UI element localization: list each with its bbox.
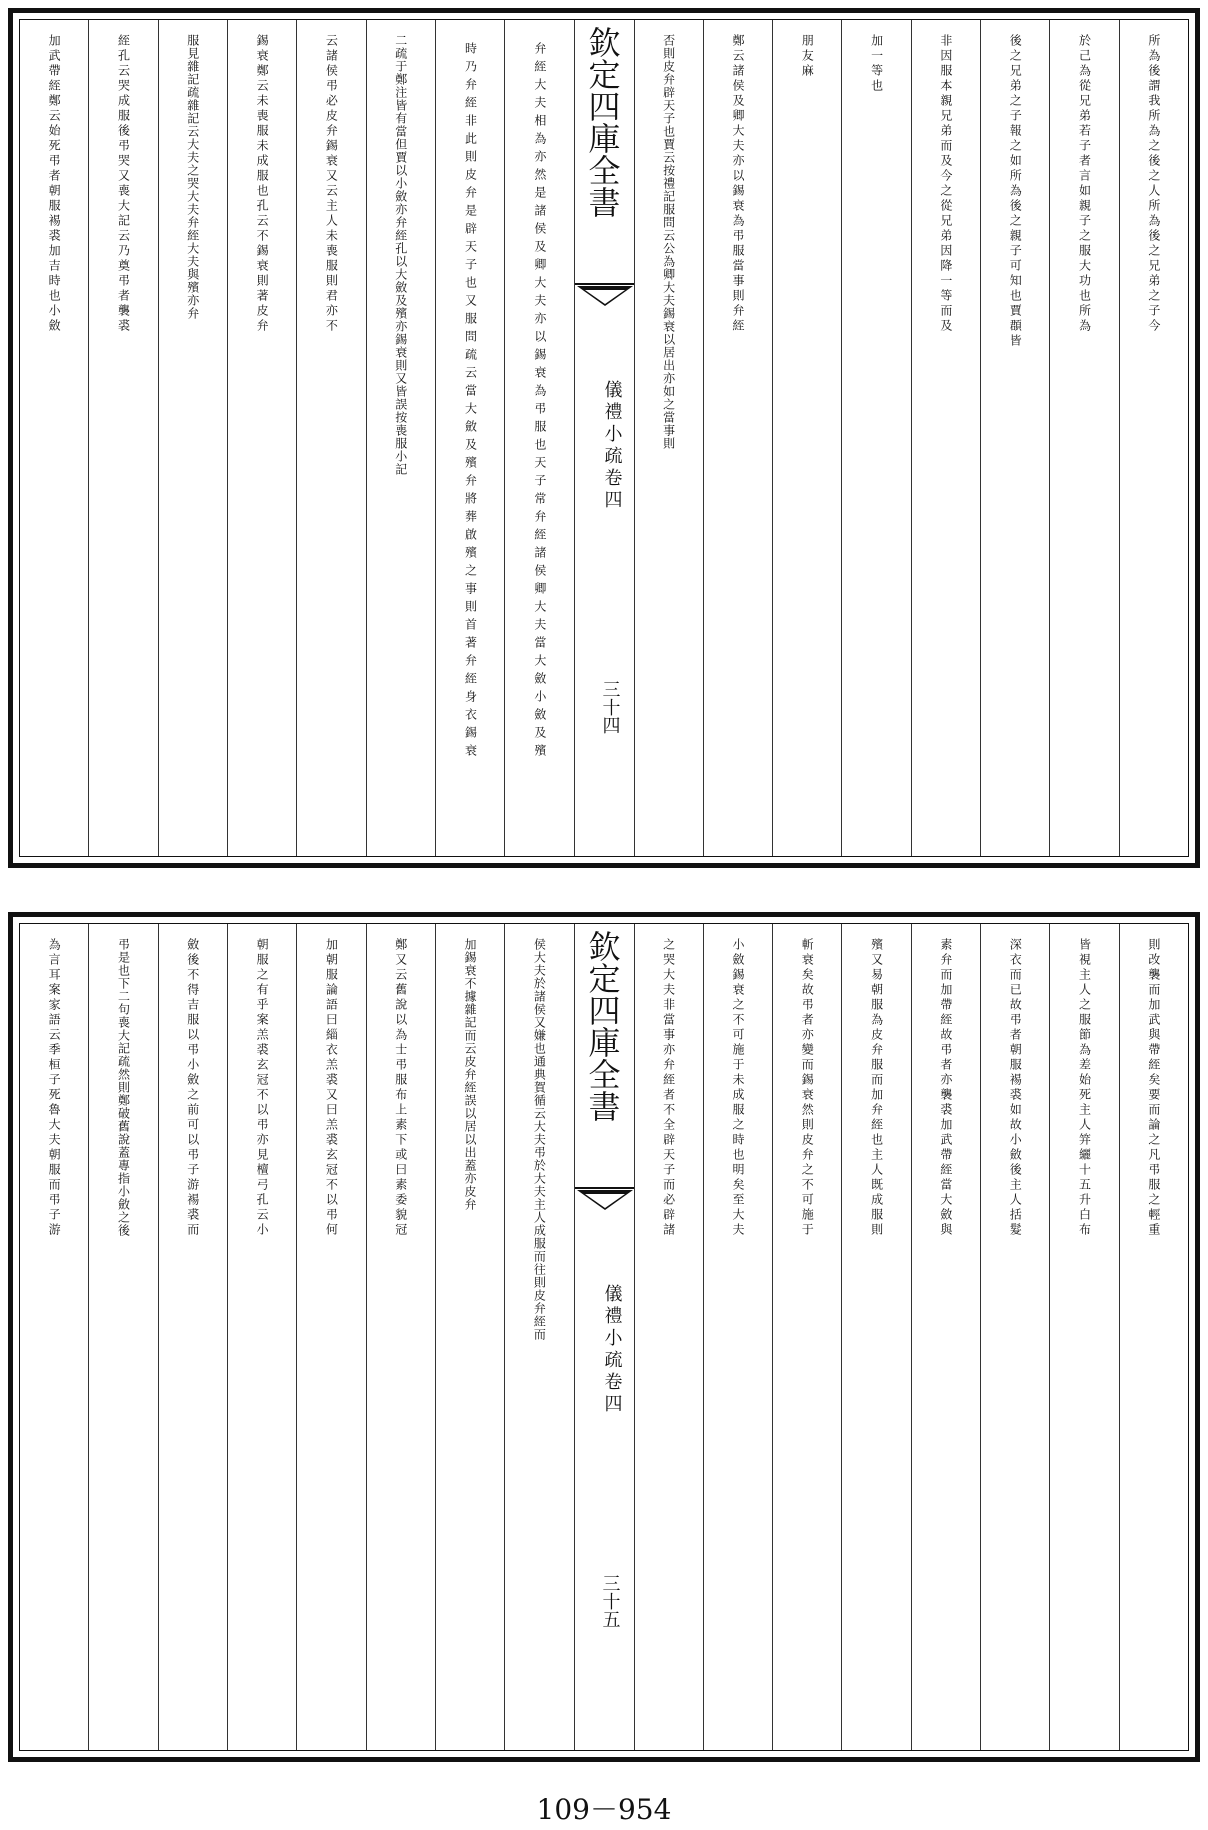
column-text: 朋友麻 — [800, 34, 815, 79]
spine-column — [574, 20, 634, 856]
column-text: 弁絰大夫相為亦然是諸侯及卿大夫亦以錫衰為弔服也天子常弁絰諸侯卿大夫當大斂小斂及殯 — [532, 42, 547, 762]
text-column — [88, 924, 157, 1750]
text-column — [634, 20, 703, 856]
column-text: 斂後不得吉服以弔小斂之前可以弔子游裼裘而 — [185, 938, 200, 1238]
column-text: 之哭大夫非當事亦弁絰者不全辟天子而必辟諸 — [661, 938, 676, 1238]
text-column — [634, 924, 703, 1750]
text-column — [841, 924, 910, 1750]
text-column — [1119, 924, 1188, 1750]
column-text: 時乃弁絰非此則皮弁是辟天子也又服問疏云當大斂及殯弁將葬啟殯之事則首著弁絰身衣錫衰 — [463, 42, 478, 762]
page-bottom — [8, 912, 1200, 1762]
page-number: 109－954 — [536, 1793, 672, 1826]
column-text: 加朝服論語曰緇衣羔裘又曰羔裘玄冠不以弔何 — [324, 938, 339, 1238]
spine-page-number: 三十五 — [599, 1574, 621, 1628]
text-column — [158, 20, 227, 856]
column-text: 鄭又云舊說以為士弔服布上素下或曰素委貌冠 — [393, 938, 408, 1238]
text-column — [1049, 924, 1118, 1750]
column-text: 云諸侯弔必皮弁錫衰又云主人未喪服則君亦不 — [324, 34, 339, 334]
column-text: 皆視主人之服節為差始死主人笄纚十五升白布 — [1077, 938, 1092, 1238]
text-column — [20, 20, 88, 856]
text-column — [1119, 20, 1188, 856]
column-text: 加錫衰不據雜記而云皮弁絰誤以居以出蓋亦皮弁 — [463, 938, 478, 1211]
column-text: 服見雜記疏雜記云大夫之哭大夫弁絰大夫與殯亦弁 — [185, 34, 200, 320]
column-text: 小斂錫衰之不可施于未成服之時也明矣至大夫 — [730, 938, 745, 1238]
spine-title: 欽定四庫全書 — [583, 26, 622, 218]
text-column — [980, 20, 1049, 856]
text-column — [772, 20, 841, 856]
column-text: 斬衰矣故弔者亦變而錫衰然則皮弁之不可施于 — [800, 938, 815, 1238]
column-text: 則改襲而加武與帶絰矣要而論之凡弔服之輕重 — [1146, 938, 1161, 1238]
column-text: 加一等也 — [869, 34, 884, 94]
spine-page-number: 三十四 — [599, 680, 621, 734]
column-text: 素弁而加帶絰故弔者亦襲裘加武帶絰當大斂與 — [938, 938, 953, 1238]
column-text: 朝服之有乎案羔裘玄冠不以弔亦見檀弓孔云小 — [255, 938, 270, 1238]
column-text: 錫衰鄭云未喪服未成服也孔云不錫衰則著皮弁 — [255, 34, 270, 334]
text-column — [911, 20, 980, 856]
fishtail-mark — [575, 1186, 634, 1214]
text-column — [1049, 20, 1118, 856]
text-column — [227, 924, 296, 1750]
text-column — [435, 924, 504, 1750]
text-column — [980, 924, 1049, 1750]
spine-book-title: 儀禮小疏卷四 — [601, 380, 623, 512]
column-text: 鄭云諸侯及卿大夫亦以錫衰為弔服當事則弁絰 — [730, 34, 745, 334]
page-top — [8, 8, 1200, 868]
text-column — [703, 20, 772, 856]
text-column — [703, 924, 772, 1750]
text-column — [158, 924, 227, 1750]
column-text: 深衣而已故弔者朝服裼裘如故小斂後主人括髮 — [1008, 938, 1023, 1238]
column-text: 殯又易朝服為皮弁服而加弁絰也主人既成服則 — [869, 938, 884, 1238]
column-text: 絰孔云哭成服後弔哭又喪大記云乃奠弔者襲裘 — [116, 34, 131, 334]
column-text: 侯大夫於諸侯又嫌也通典賀循云大夫弔於大夫主人成服而往則皮弁絰而 — [532, 938, 547, 1341]
spine-title: 欽定四庫全書 — [583, 930, 622, 1122]
column-text: 於己為從兄弟若子者言如親子之服大功也所為 — [1077, 34, 1092, 334]
column-text: 所為後謂我所為之後之人所為後之兄弟之子今 — [1146, 34, 1161, 334]
column-text: 弔是也下二句喪大記疏然則鄭破舊說蓋專指小斂之後 — [116, 938, 131, 1237]
column-text: 非因服本親兄弟而及今之從兄弟因降一等而及 — [938, 34, 953, 334]
column-text: 否則皮弁辟天子也賈云按禮記服問云公為卿大夫錫衰以居出亦如之當事則 — [661, 34, 676, 450]
text-column — [296, 20, 365, 856]
column-text: 後之兄弟之子報之如所為後之親子可知也賈頵皆 — [1008, 34, 1023, 349]
text-column — [435, 20, 504, 856]
column-text: 二疏于鄭注皆有當但賈以小斂亦弁絰孔以大斂及殯亦錫衰則又皆誤按喪服小記 — [393, 34, 408, 476]
column-text: 加武帶絰鄭云始死弔者朝服裼裘加吉時也小斂 — [47, 34, 62, 334]
text-column — [841, 20, 910, 856]
spine-book-title: 儀禮小疏卷四 — [601, 1284, 623, 1416]
text-column — [20, 924, 88, 1750]
text-column — [772, 924, 841, 1750]
page-bottom-columns — [19, 923, 1189, 1751]
column-text: 為言耳案家語云季桓子死魯大夫朝服而弔子游 — [47, 938, 62, 1238]
text-column — [88, 20, 157, 856]
text-column — [911, 924, 980, 1750]
fishtail-mark — [575, 282, 634, 310]
text-column — [366, 20, 435, 856]
page-top-columns — [19, 19, 1189, 857]
text-column — [296, 924, 365, 1750]
text-column — [504, 20, 573, 856]
text-column — [227, 20, 296, 856]
text-column — [504, 924, 573, 1750]
text-column — [366, 924, 435, 1750]
spine-column — [574, 924, 634, 1750]
